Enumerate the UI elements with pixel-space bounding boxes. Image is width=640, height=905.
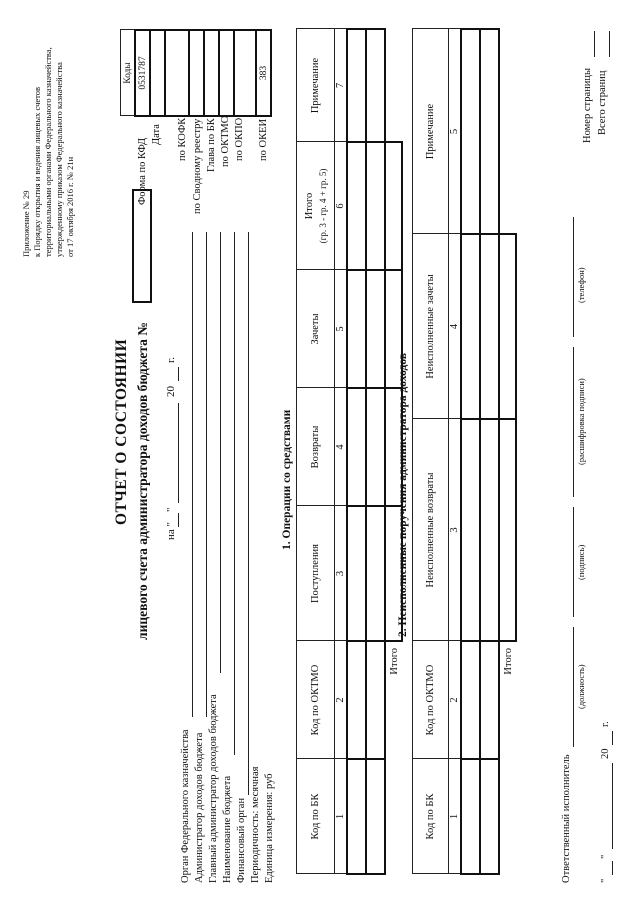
col-number: 2 (449, 641, 462, 759)
col-offsets: Зачеты (297, 270, 335, 388)
total-pages-line (609, 31, 610, 57)
date-quote: " (165, 507, 177, 512)
footer-date-month-line (612, 763, 613, 849)
code-okud: 0531787 (135, 30, 150, 116)
table-cell (347, 270, 366, 388)
page-number-line (594, 31, 595, 57)
field-revenue-admin-line (206, 232, 207, 717)
field-budget-name: Наименование бюджета (222, 775, 233, 883)
table-cell (480, 759, 499, 874)
footer-date-close-quote: " (600, 854, 611, 859)
field-treasury-body: Орган Федерального казначейства (180, 729, 191, 883)
section2-title: 2. Неисполненные поручения администратора доходов (397, 353, 409, 637)
table-cell (499, 234, 516, 419)
date-month-line (178, 403, 179, 503)
table-cell (347, 142, 366, 270)
section1-title: 1. Операции со средствами (281, 409, 293, 550)
table-cell (366, 142, 385, 270)
codes-header: Коды (121, 30, 136, 116)
code-label-registry: по Сводному реестру (192, 118, 203, 214)
field-finance-body: Финансовый орган (236, 797, 247, 883)
table-cell (385, 29, 402, 142)
table-cell (461, 29, 480, 234)
decoding-hint: (расшифровка подписи) (576, 378, 586, 465)
field-finance-body-line (248, 232, 249, 795)
footer-date-open-quote: " (600, 878, 611, 883)
annex-line-4: утвержденному приказом Федерального казначейства (54, 62, 64, 257)
code-label-kofk: по КОФК (177, 117, 188, 161)
report-title: ОТЧЕТ О СОСТОЯНИИ (113, 338, 130, 525)
col-note: Примечание (413, 29, 449, 234)
date-year-line (178, 367, 179, 381)
code-date-cell (150, 30, 165, 116)
field-unit: Единица измерения: руб (264, 773, 275, 883)
section1-total-label: Итого (388, 648, 400, 675)
table-cell (480, 641, 499, 759)
code-kofk-cell (165, 30, 189, 116)
position-hint: (должность) (576, 664, 586, 709)
signature-line (573, 507, 574, 617)
report-subtitle: лицевого счета администратора доходов бюджета № (135, 322, 150, 640)
date-year: 20 (165, 386, 177, 397)
table-cell (347, 641, 366, 759)
col-number: 1 (449, 759, 462, 874)
table-cell (366, 29, 385, 142)
total-pages-label: Всего страниц (597, 70, 608, 135)
col-total-formula: (гр. 3 - гр. 4 + гр. 5) (317, 168, 328, 244)
code-registry-cell (189, 30, 204, 116)
footer-date-year-line (612, 731, 613, 745)
phone-line (573, 217, 574, 337)
field-chief-admin: Главный администратор доходов бюджета (208, 694, 219, 883)
code-label-okei: по ОКЕИ (258, 118, 269, 161)
table-cell (366, 506, 385, 641)
operations-table (296, 28, 403, 875)
code-label-oktmo: по ОКТМО (220, 115, 231, 167)
col-number: 3 (335, 506, 348, 641)
code-okpo-cell (234, 30, 256, 116)
code-label-okpo: по ОКПО (234, 117, 245, 161)
code-oktmo-cell (219, 30, 234, 116)
field-treasury-body-line (192, 232, 193, 717)
col-note: Примечание (297, 29, 335, 142)
code-okei: 383 (256, 30, 271, 116)
col-number: 1 (335, 759, 348, 874)
col-number: 4 (335, 388, 348, 506)
col-number: 5 (335, 270, 348, 388)
date-prefix: на " (165, 521, 177, 540)
table-cell (366, 641, 385, 759)
table-cell (347, 388, 366, 506)
signature-hint: (подпись) (576, 544, 586, 580)
pending-orders-table (412, 28, 517, 875)
table-cell (461, 234, 480, 419)
codes-table (120, 29, 272, 117)
table-cell (480, 234, 499, 419)
page-number-label: Номер страницы (582, 67, 593, 143)
table-cell (347, 29, 366, 142)
code-label-bk: Глава по БК (206, 118, 217, 172)
table-cell (461, 641, 480, 759)
col-number: 3 (449, 419, 462, 641)
col-refunds: Возвраты (297, 388, 335, 506)
date-day-line (178, 513, 179, 527)
table-cell (480, 419, 499, 641)
col-number: 5 (449, 29, 462, 234)
table-cell (385, 142, 402, 270)
table-cell (461, 419, 480, 641)
table-cell (366, 759, 385, 874)
code-bk-cell (204, 30, 219, 116)
footer-date-day-line (612, 861, 613, 875)
table-cell (480, 29, 499, 234)
table-cell (366, 388, 385, 506)
field-revenue-admin: Администратор доходов бюджета (194, 732, 205, 883)
account-number-box (132, 189, 152, 303)
col-number: 6 (335, 142, 348, 270)
footer-date-suffix: г. (600, 721, 611, 727)
position-line (573, 627, 574, 747)
col-pending-offsets: Неисполненные зачеты (413, 234, 449, 419)
col-number: 7 (335, 29, 348, 142)
col-number: 2 (335, 641, 348, 759)
decoding-line (573, 347, 574, 497)
executor-label: Ответственный исполнитель (561, 754, 572, 883)
col-receipts: Поступления (297, 506, 335, 641)
table-cell (499, 29, 516, 234)
annex-line-5: от 17 октября 2016 г. № 21н (65, 156, 75, 257)
col-total-label: Итого (303, 192, 315, 220)
col-total (297, 142, 335, 270)
field-periodicity: Периодичность: месячная (250, 766, 261, 883)
footer-date-year: 20 (600, 748, 611, 759)
col-pending-refunds: Неисполненные возвраты (413, 419, 449, 641)
col-oktmo-code: Код по ОКТМО (297, 641, 335, 759)
date-suffix: г. (165, 356, 177, 363)
col-oktmo-code: Код по ОКТМО (413, 641, 449, 759)
annex-line-2: к Порядку открытия и ведения лицевых счетов (32, 86, 42, 257)
table-cell (461, 759, 480, 874)
table-cell (347, 506, 366, 641)
annex-line-1: Приложение № 29 (21, 190, 31, 257)
table-cell (366, 270, 385, 388)
code-label-date: Дата (151, 124, 162, 145)
annex-line-3: территориальными органами Федерального казначейства, (43, 47, 53, 257)
table-cell (347, 759, 366, 874)
col-bk-code: Код по БК (413, 759, 449, 874)
col-number: 4 (449, 234, 462, 419)
table-cell (499, 419, 516, 641)
phone-hint: (телефон) (576, 267, 586, 303)
field-budget-name-line (234, 232, 235, 755)
field-chief-admin-line (220, 232, 221, 673)
code-label-kfd: Форма по КФД (137, 137, 148, 205)
section2-total-label: Итого (502, 648, 514, 675)
col-bk-code: Код по БК (297, 759, 335, 874)
